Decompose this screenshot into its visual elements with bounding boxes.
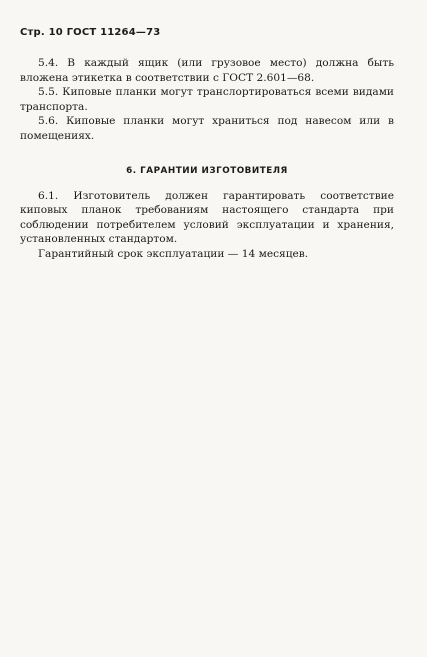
page-header: Стр. 10 ГОСТ 11264—73 — [20, 27, 161, 38]
paragraph-5-5: 5.5. Киповые планки могут транслортироваться всеми видами транспорта. — [20, 86, 394, 113]
section-6-heading: 6. ГАРАНТИИ ИЗГОТОВИТЕЛЯ — [126, 166, 288, 176]
document-body — [20, 56, 394, 261]
paragraph-5-4: 5.4. В каждый ящик (или грузовое место) должна быть вложена этикетка в соответствии с ГОСТ 2.601—68. — [20, 57, 394, 84]
warranty-paragraph: Гарантийный срок эксплуатации — 14 месяцев. — [38, 247, 309, 260]
paragraph-6-1: 6.1. Изготовитель должен гарантировать соответствие киповых планок требованиям настоящего стандарта при соблюдении потребителем условий эксплуатации и хранения, установленных стандартом. — [20, 189, 394, 245]
paragraph-5-6: 5.6. Киповые планки могут храниться под навесом или в помещениях. — [20, 115, 394, 142]
